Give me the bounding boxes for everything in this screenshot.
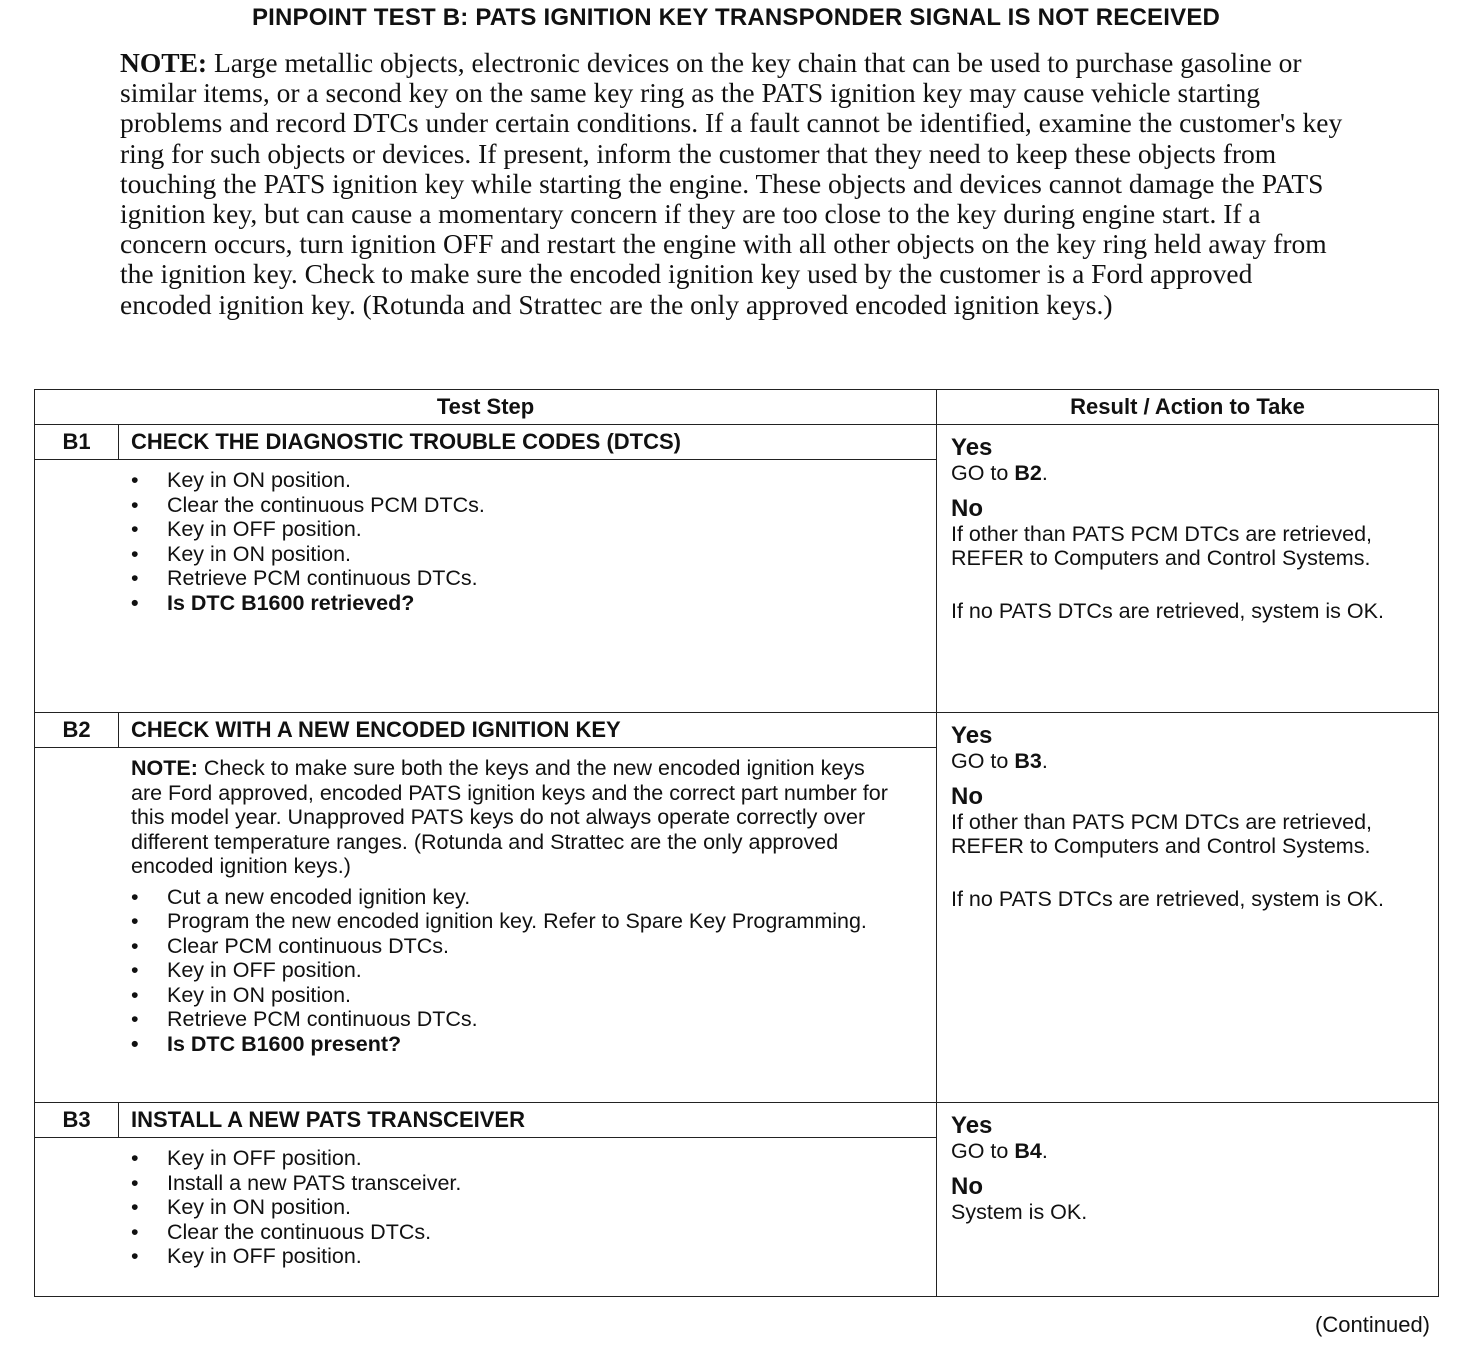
step-b1-heading-row xyxy=(35,425,1439,460)
yes-label: Yes xyxy=(951,722,993,749)
col-header-result: Result / Action to Take xyxy=(937,390,1439,425)
list-item: • Program the new encoded ignition key. Refer to Spare Key Programming. xyxy=(131,909,896,934)
list-item: • Key in OFF position. xyxy=(131,1146,916,1171)
no-action: If other than PATS PCM DTCs are retrieved, REFER to Computers and Control Systems. xyxy=(951,521,1372,570)
table-header-row xyxy=(35,390,1439,425)
no-action: System is OK. xyxy=(951,1199,1088,1224)
step-b3-heading-row xyxy=(35,1103,1439,1138)
goto-target: B4 xyxy=(1014,1139,1042,1163)
no-action: If other than PATS PCM DTCs are retrieved, REFER to Computers and Control Systems. xyxy=(951,809,1372,858)
no-label: No xyxy=(951,782,984,810)
step-heading: INSTALL A NEW PATS TRANSCEIVER xyxy=(119,1103,937,1138)
yes-label: Yes xyxy=(951,434,993,461)
step-b3-result xyxy=(937,1103,1439,1297)
step-id: B1 xyxy=(35,425,119,460)
step-b1-body xyxy=(35,460,937,713)
step-b2-result xyxy=(937,713,1439,1103)
list-item: • Key in OFF position. xyxy=(131,517,916,542)
no-label: No xyxy=(951,494,984,522)
no-action-2: If no PATS DTCs are retrieved, system is OK. xyxy=(951,886,1384,911)
list-item: • Key in ON position. xyxy=(131,468,916,493)
col-header-test-step: Test Step xyxy=(35,390,937,425)
list-item: • Install a new PATS transceiver. xyxy=(131,1171,916,1196)
list-item: • Clear the continuous DTCs. xyxy=(131,1220,916,1245)
page-title: PINPOINT TEST B: PATS IGNITION KEY TRANSPONDER SIGNAL IS NOT RECEIVED xyxy=(251,4,1221,31)
yes-action: GO to B2. xyxy=(951,461,1048,485)
step-id: B3 xyxy=(35,1103,119,1138)
note-text: Large metallic objects, electronic devices on the key chain that can be used to purchase gasoline or similar items, or a second key on the same key ring as the PATS ignition key may cause vehicle starting problems and record DTCs under certain conditions. If a fault cannot be identified, examine the customer's key ring for such objects or devices. If present, inform the customer that they need to keep these objects from touching the PATS ignition key while starting the engine. These objects and devices cannot damage the PATS ignition key, but can cause a momentary concern if they are too close to the key during engine start. If a concern occurs, turn ignition OFF and restart the engine with all other objects on the key ring held away from the ignition key. Check to make sure the encoded ignition key used by the customer is a Ford approved encoded ignition key. (Rotunda and Strattec are the only approved encoded ignition keys.) xyxy=(120,47,1343,320)
yes-action: GO to B3. xyxy=(951,749,1048,773)
list-item: • Key in OFF position. xyxy=(131,1244,916,1269)
goto-target: B3 xyxy=(1014,749,1042,773)
step-id: B2 xyxy=(35,713,119,748)
continued-label: (Continued) xyxy=(1315,1312,1430,1337)
list-item: • Key in OFF position. xyxy=(131,958,896,983)
step-note xyxy=(131,756,896,879)
step-question: • Is DTC B1600 present? xyxy=(131,1032,896,1057)
step-bullet-list xyxy=(131,468,916,615)
step-question: • Is DTC B1600 retrieved? xyxy=(131,591,916,616)
list-item: • Cut a new encoded ignition key. xyxy=(131,885,896,910)
intro-note xyxy=(120,48,1350,320)
goto-target: B2 xyxy=(1014,461,1042,485)
step-bullet-list xyxy=(131,885,896,1057)
list-item: • Key in ON position. xyxy=(131,1195,916,1220)
list-item: • Clear the continuous PCM DTCs. xyxy=(131,493,916,518)
step-heading: CHECK THE DIAGNOSTIC TROUBLE CODES (DTCS) xyxy=(119,425,937,460)
yes-label: Yes xyxy=(951,1112,993,1139)
list-item: • Clear PCM continuous DTCs. xyxy=(131,934,896,959)
list-item: • Retrieve PCM continuous DTCs. xyxy=(131,566,916,591)
list-item: • Key in ON position. xyxy=(131,542,916,567)
step-b2-body xyxy=(35,748,937,1103)
list-item: • Key in ON position. xyxy=(131,983,896,1008)
pinpoint-test-table xyxy=(34,389,1439,1297)
step-bullet-list xyxy=(131,1146,916,1269)
no-label: No xyxy=(951,1172,984,1200)
note-label: NOTE: xyxy=(120,47,208,78)
list-item: • Retrieve PCM continuous DTCs. xyxy=(131,1007,896,1032)
no-action-2: If no PATS DTCs are retrieved, system is OK. xyxy=(951,598,1384,623)
step-note-label: NOTE: xyxy=(131,756,198,780)
step-heading: CHECK WITH A NEW ENCODED IGNITION KEY xyxy=(119,713,937,748)
step-b3-body xyxy=(35,1138,937,1297)
yes-action: GO to B4. xyxy=(951,1139,1048,1163)
step-note-text: Check to make sure both the keys and the new encoded ignition keys are Ford approved, encoded PATS ignition keys and the correct part number for this model year. Unapproved PATS keys do not always operate correctly over different temperature ranges. (Rotunda and Strattec are the only approved encoded ignition keys.) xyxy=(131,756,888,878)
step-b2-heading-row xyxy=(35,713,1439,748)
step-b1-result xyxy=(937,425,1439,713)
